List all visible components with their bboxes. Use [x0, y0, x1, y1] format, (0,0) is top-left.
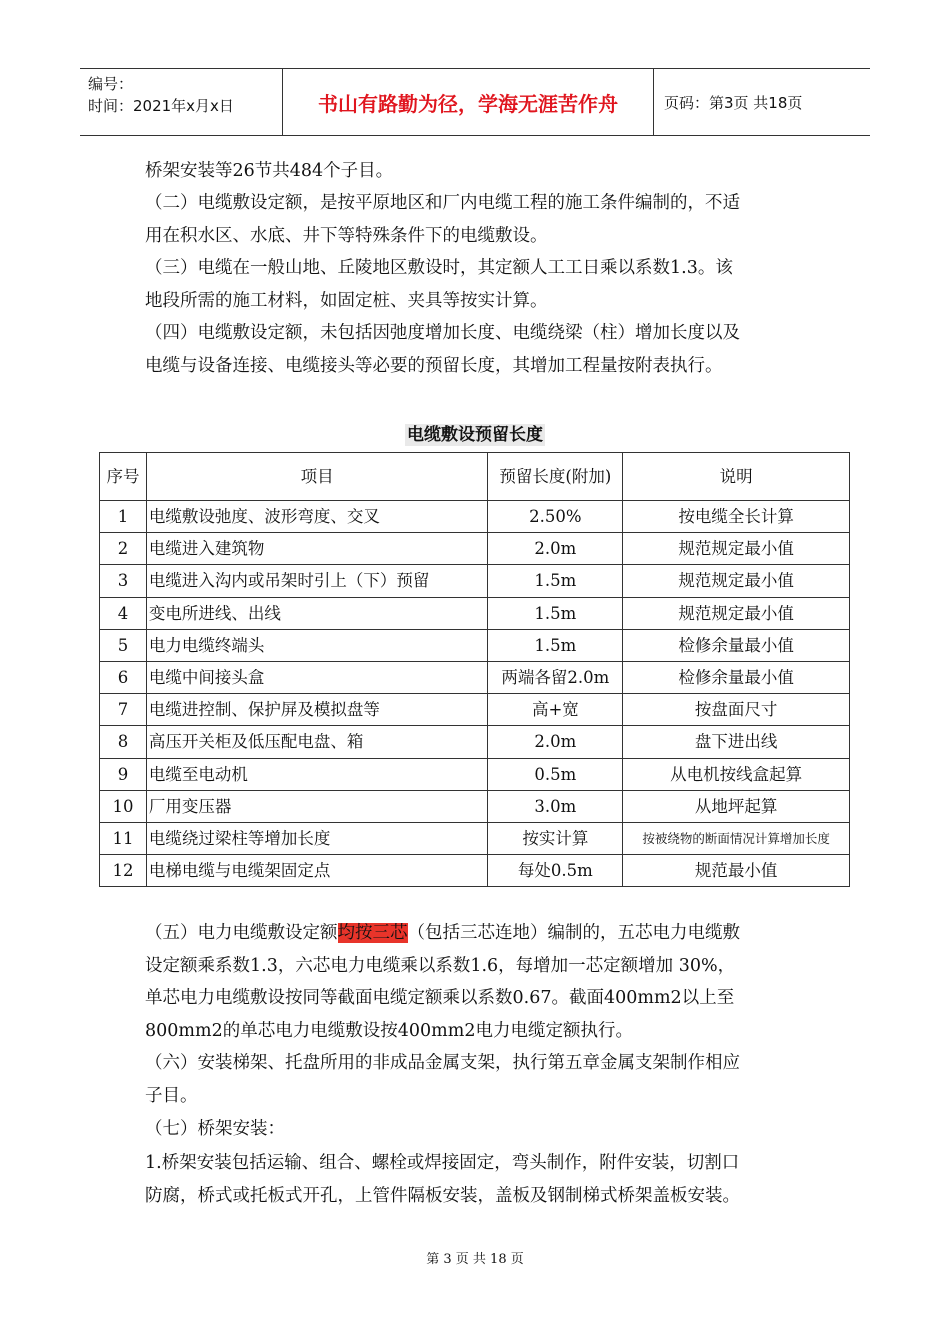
table-row [100, 597, 850, 629]
cell-item: 变电所进线、出线 [146, 597, 488, 629]
cell-length: 2.0m [488, 533, 623, 565]
text-line: 800mm2的单芯电力电缆敷设按400mm2电力电缆定额执行。 [145, 1020, 633, 1041]
cell-note: 规范规定最小值 [623, 533, 850, 565]
text-line: 地段所需的施工材料，如固定桩、夹具等按实计算。 [145, 290, 548, 311]
cell-item: 电缆进入沟内或吊架时引上（下）预留 [146, 565, 488, 597]
reserve-length-table [99, 452, 850, 887]
table-header-row [100, 453, 850, 501]
cell-length: 按实计算 [488, 822, 623, 854]
table-title-text: 电缆敷设预留长度 [407, 425, 543, 445]
paragraph-8 [145, 1147, 805, 1212]
text-line: 子目。 [145, 1085, 198, 1106]
cell-seq: 10 [100, 790, 147, 822]
cell-length: 2.0m [488, 726, 623, 758]
cell-seq: 1 [100, 501, 147, 533]
table-row [100, 565, 850, 597]
cell-note: 按被绕物的断面情况计算增加长度 [623, 822, 850, 854]
cell-seq: 2 [100, 533, 147, 565]
text-line: 1.桥架安装包括运输、组合、螺栓或焊接固定，弯头制作，附件安装，切割口 [145, 1153, 740, 1173]
text-line: 单芯电力电缆敷设按同等截面电缆定额乘以系数0.67。截面400mm2以上至 [145, 988, 735, 1008]
paragraph-2 [145, 187, 805, 252]
cell-seq: 7 [100, 694, 147, 726]
text-line: 防腐，桥式或托板式开孔，上管件隔板安装，盖板及钢制梯式桥架盖板安装。 [145, 1185, 740, 1206]
cell-seq: 5 [100, 629, 147, 661]
cell-note: 从电机按线盒起算 [623, 758, 850, 790]
paragraph-5 [145, 917, 805, 1047]
cell-item: 电缆进入建筑物 [146, 533, 488, 565]
table-row [100, 758, 850, 790]
table-row [100, 855, 850, 887]
cell-length: 高+宽 [488, 694, 623, 726]
cell-length: 2.50% [488, 501, 623, 533]
cell-note: 按盘面尺寸 [623, 694, 850, 726]
cell-length: 1.5m [488, 629, 623, 661]
paragraph-7 [145, 1113, 805, 1146]
paragraph-6 [145, 1047, 805, 1112]
header-length: 预留长度(附加) [488, 453, 623, 501]
header-meta [80, 69, 282, 135]
cell-note: 从地坪起算 [623, 790, 850, 822]
cell-length: 1.5m [488, 565, 623, 597]
cell-item: 电力电缆终端头 [146, 629, 488, 661]
cell-length: 3.0m [488, 790, 623, 822]
cell-note: 检修余量最小值 [623, 661, 850, 693]
cell-item: 电梯电缆与电缆架固定点 [146, 855, 488, 887]
cell-seq: 9 [100, 758, 147, 790]
cell-seq: 6 [100, 661, 147, 693]
cell-seq: 4 [100, 597, 147, 629]
header-item: 项目 [146, 453, 488, 501]
cell-length: 0.5m [488, 758, 623, 790]
cell-length: 两端各留2.0m [488, 661, 623, 693]
cell-length: 1.5m [488, 597, 623, 629]
text-line: （二）电缆敷设定额，是按平原地区和厂内电缆工程的施工条件编制的，不适 [145, 193, 740, 213]
cell-note: 检修余量最小值 [623, 629, 850, 661]
highlighted-text: 均按三芯 [337, 923, 408, 943]
text-line: 电缆与设备连接、电缆接头等必要的预留长度，其增加工程量按附表执行。 [145, 355, 723, 376]
cell-seq: 3 [100, 565, 147, 597]
table-row [100, 629, 850, 661]
table-row [100, 822, 850, 854]
cell-item: 电缆敷设弛度、波形弯度、交叉 [146, 501, 488, 533]
cell-seq: 12 [100, 855, 147, 887]
paragraph-3 [145, 252, 805, 317]
paragraph-1 [145, 155, 805, 188]
cell-seq: 8 [100, 726, 147, 758]
text-line: 桥架安装等26节共484个子目。 [145, 161, 394, 181]
cell-item: 电缆至电动机 [146, 758, 488, 790]
table-row [100, 726, 850, 758]
text-line: （七）桥架安装： [145, 1119, 285, 1139]
cell-item: 电缆进控制、保护屏及模拟盘等 [146, 694, 488, 726]
cell-seq: 11 [100, 822, 147, 854]
header-time: 时间：2021年x月x日 [88, 97, 234, 115]
text-line: （三）电缆在一般山地、丘陵地区敷设时，其定额人工工日乘以系数1.3。该 [145, 258, 733, 278]
cell-length: 每处0.5m [488, 855, 623, 887]
cell-item: 电缆中间接头盒 [146, 661, 488, 693]
cell-item: 厂用变压器 [146, 790, 488, 822]
table-row [100, 501, 850, 533]
paragraph-4 [145, 317, 805, 382]
text-line [145, 917, 805, 950]
cell-note: 按电缆全长计算 [623, 501, 850, 533]
table-row [100, 533, 850, 565]
header-motto: 书山有路勤为径，学海无涯苦作舟 [282, 69, 654, 135]
cell-note: 规范最小值 [623, 855, 850, 887]
table-title [0, 420, 950, 445]
cell-note: 盘下进出线 [623, 726, 850, 758]
table-row [100, 790, 850, 822]
header-number: 编号： [88, 75, 134, 93]
text-line: 设定额乘系数1.3，六芯电力电缆乘以系数1.6，每增加一芯定额增加 30%， [145, 955, 736, 976]
text-run: （五）电力电缆敷设定额 [145, 923, 338, 943]
cell-note: 规范规定最小值 [623, 597, 850, 629]
text-run: （包括三芯连地）编制的，五芯电力电缆敷 [407, 923, 740, 943]
text-line: 用在积水区、水底、井下等特殊条件下的电缆敷设。 [145, 225, 548, 246]
table-row [100, 661, 850, 693]
table-row [100, 694, 850, 726]
header-page-number: 页码：第3页 共18页 [664, 93, 803, 112]
cell-item: 高压开关柜及低压配电盘、箱 [146, 726, 488, 758]
header-seq: 序号 [100, 453, 147, 501]
page-footer: 第 3 页 共 18 页 [426, 1252, 524, 1267]
cell-item: 电缆绕过梁柱等增加长度 [146, 822, 488, 854]
cell-note: 规范规定最小值 [623, 565, 850, 597]
header-note: 说明 [623, 453, 850, 501]
text-line: （六）安装梯架、托盘所用的非成品金属支架，执行第五章金属支架制作相应 [145, 1053, 740, 1073]
text-line: （四）电缆敷设定额，未包括因弛度增加长度、电缆绕梁（柱）增加长度以及 [145, 323, 740, 343]
page-header [80, 68, 870, 136]
